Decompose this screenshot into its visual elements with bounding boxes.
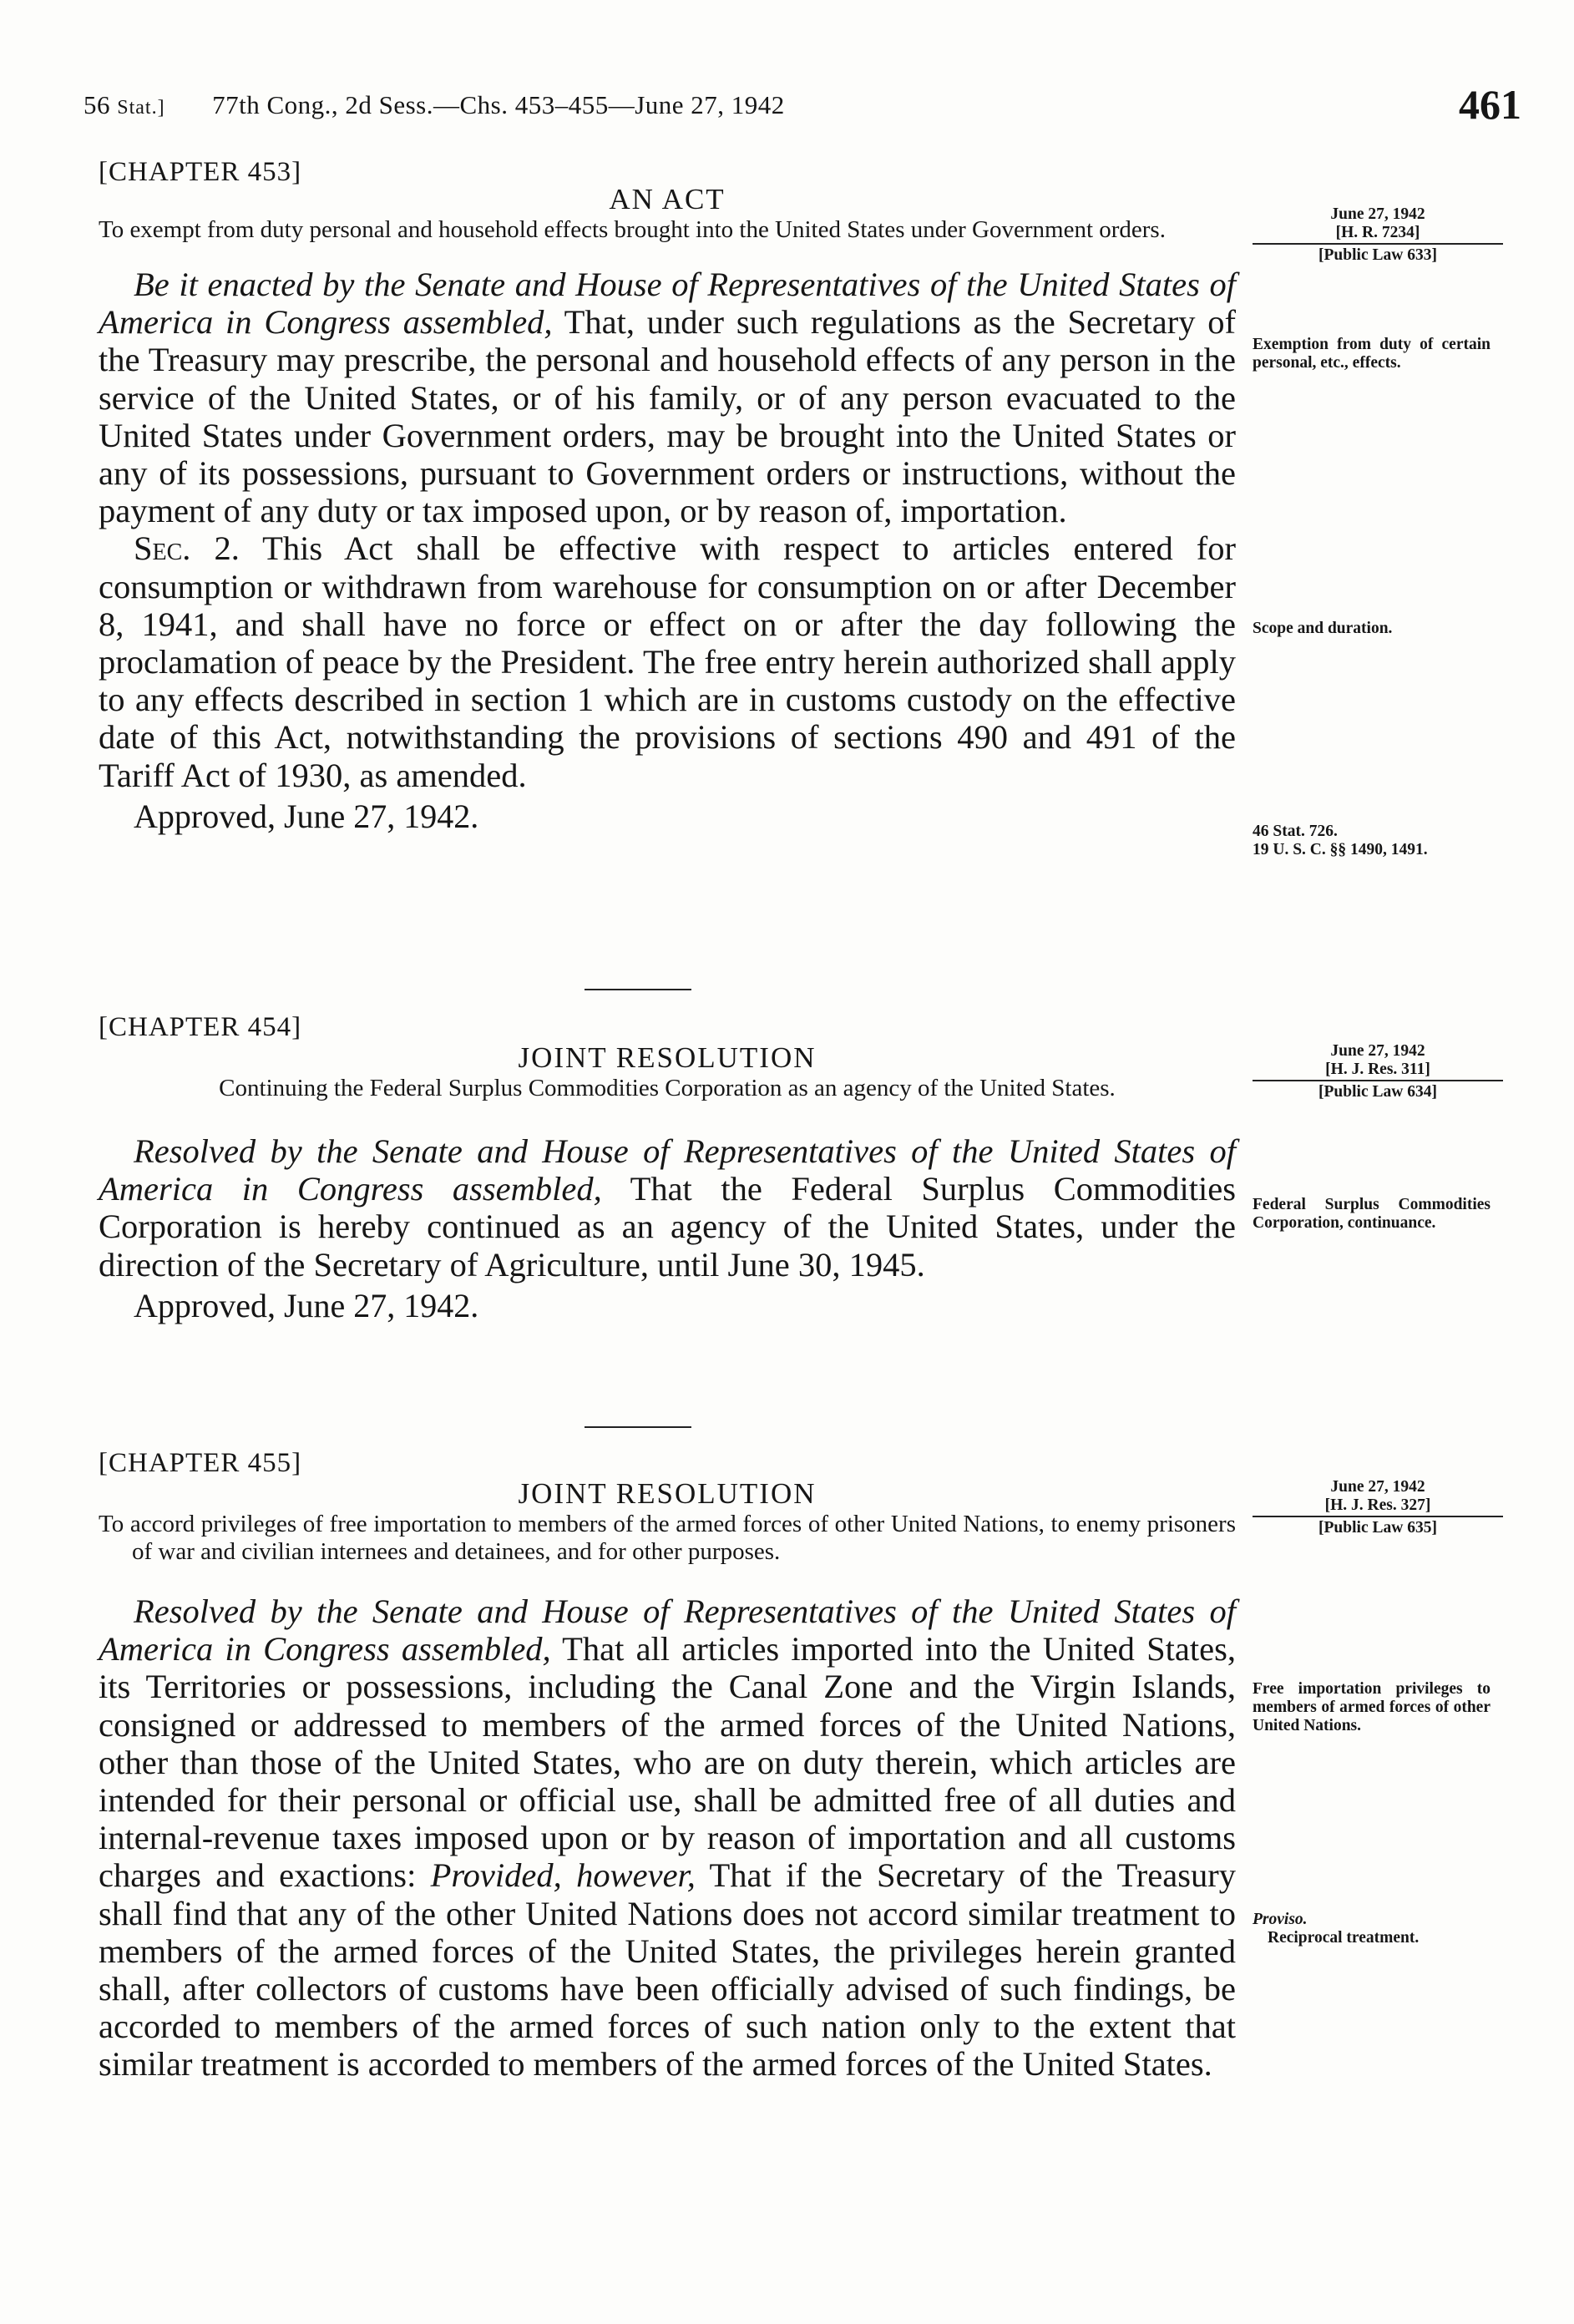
section-1-text: That, under such regulations as the Secretary of the Treasury may prescribe, the personal and household effects of any person in the service of the United States, or of his family, or of any person evacuated to the United States under Government orders, may be brought into the United States or any of its possessions, pursuant to Government orders or instructions, without the payment of any duty or tax imposed upon, or by reason of, importation. [99,303,1236,530]
section-2-text: This Act shall be effective with respect to articles entered for consumption or withdrawn from warehouse for consumption on or after December 8, 1941, and shall have no force or effect on or after the day following the proclamation of peace by the President. The free entry herein authorized shall apply to any effects described in section 1 which are in customs custody on the effective date of this Act, notwithstanding the provisions of sections 490 and 491 of the Tariff Act of 1930, as amended. [99,529,1236,794]
margin-bill: [H. J. Res. 327] [1253,1496,1503,1517]
chapter-455 [99,1448,1236,2083]
resolution-text [99,1592,1236,2083]
act-kind: AN ACT [609,183,726,215]
margin-reciprocal: Reciprocal treatment. [1268,1929,1420,1947]
approved-line: Approved, June 27, 1942. [134,1286,479,1324]
act-body [99,266,1236,794]
margin-date: June 27, 1942 [1330,1478,1425,1496]
chapter-453 [99,157,1236,836]
resolution-rest-a: That all articles imported into the United States, its Territories or possessions, including the Canal Zone and the Virgin Islands, consigned or addressed to members of the armed forces of the United Nations, other than those of the United States, who are on duty therein, which articles are intended for their personal or official use, shall be admitted free of all duties and internal-revenue taxes imposed upon or by reason of importation and all customs charges and exactions: [99,1630,1236,1895]
margin-stat-cite: 46 Stat. 726. [1253,823,1338,840]
act-title: To accord privileges of free importation to members of the armed forces of other United Nations, to enemy prisoners of war and civilian internees and detainees, and for other purposes. [99,1511,1236,1565]
resolution-rest: That the Federal Surplus Commodities Corporation is hereby continued as an agency of the United States, under the direction of the Secretary of Agriculture, until June 30, 1945. [99,1170,1236,1284]
chapter-454 [99,1012,1236,1325]
margin-note-proviso [1253,1911,1490,1947]
margin-note-continuance: Federal Surplus Commodities Corporation, continuance. [1253,1196,1490,1232]
margin-law: [Public Law 633] [1318,246,1437,264]
separator-rule [585,1426,691,1428]
section-1 [99,266,1236,529]
chapter-heading: [CHAPTER 455] [99,1448,302,1478]
header-stat: Stat.] [117,97,165,119]
approved-line: Approved, June 27, 1942. [134,797,479,835]
margin-note-free-importation: Free importation privileges to members of armed forces of other United Nations. [1253,1680,1490,1734]
page-number: 461 [1459,81,1521,128]
header-congress: 77th Cong., 2d Sess.—Chs. 453–455—June 27, 1942 [212,90,785,119]
margin-bill: [H. R. 7234] [1253,224,1503,245]
margin-proviso-label: Proviso. [1253,1911,1308,1928]
chapter-heading: [CHAPTER 454] [99,1012,302,1042]
section-2 [99,529,1236,793]
act-kind: JOINT RESOLUTION [518,1041,817,1074]
header-volume: 56 [84,90,110,119]
margin-date: June 27, 1942 [1330,1042,1425,1060]
margin-bill-info-454 [1253,1042,1503,1101]
chapter-heading: [CHAPTER 453] [99,157,302,187]
running-header [84,80,1536,130]
resolving-clause: Resolved by the Senate and House of Representatives of the United States of America in Congress assembled, [99,1132,1236,1208]
act-title: Continuing the Federal Surplus Commodities Corporation as an agency of the United States. [219,1075,1116,1101]
resolving-clause: Resolved by the Senate and House of Representatives of the United States of America in Congress assembled, [99,1592,1236,1668]
margin-note-exemption: Exemption from duty of certain personal, etc., effects. [1253,336,1490,372]
resolution-text [99,1132,1236,1284]
margin-note-scope: Scope and duration. [1253,620,1393,637]
margin-bill-info-453 [1253,205,1503,265]
section-2-label: Sec. 2. [134,529,240,568]
margin-law: [Public Law 635] [1318,1519,1437,1537]
margin-law: [Public Law 634] [1318,1083,1437,1101]
act-title: To exempt from duty personal and household effects brought into the United States under Government orders. [99,216,1166,243]
act-body [99,1592,1236,2083]
resolution-rest-b: That if the Secretary of the Treasury shall find that any of the other United Nations does not accord similar treatment to members of the armed forces of the United States, the privileges herein granted shall, after collectors of customs have been officially advised of such findings, be accorded to members of the armed forces of such nation only to the extent that similar treatment is accorded to members of the armed forces of the United States. [99,1856,1236,2083]
margin-note-citations [1253,823,1490,859]
header-citation [84,90,785,120]
margin-usc-cite: 19 U. S. C. §§ 1490, 1491. [1253,841,1428,858]
margin-bill-info-455 [1253,1478,1503,1537]
margin-date: June 27, 1942 [1330,205,1425,223]
act-body [99,1132,1236,1284]
proviso-phrase: Provided, however, [430,1856,696,1895]
margin-bill: [H. J. Res. 311] [1253,1061,1503,1081]
act-kind: JOINT RESOLUTION [518,1477,817,1510]
separator-rule [585,989,691,990]
enacting-clause: Be it enacted by the Senate and House of Representatives of the United States of America in Congress assembled, [99,266,1236,342]
